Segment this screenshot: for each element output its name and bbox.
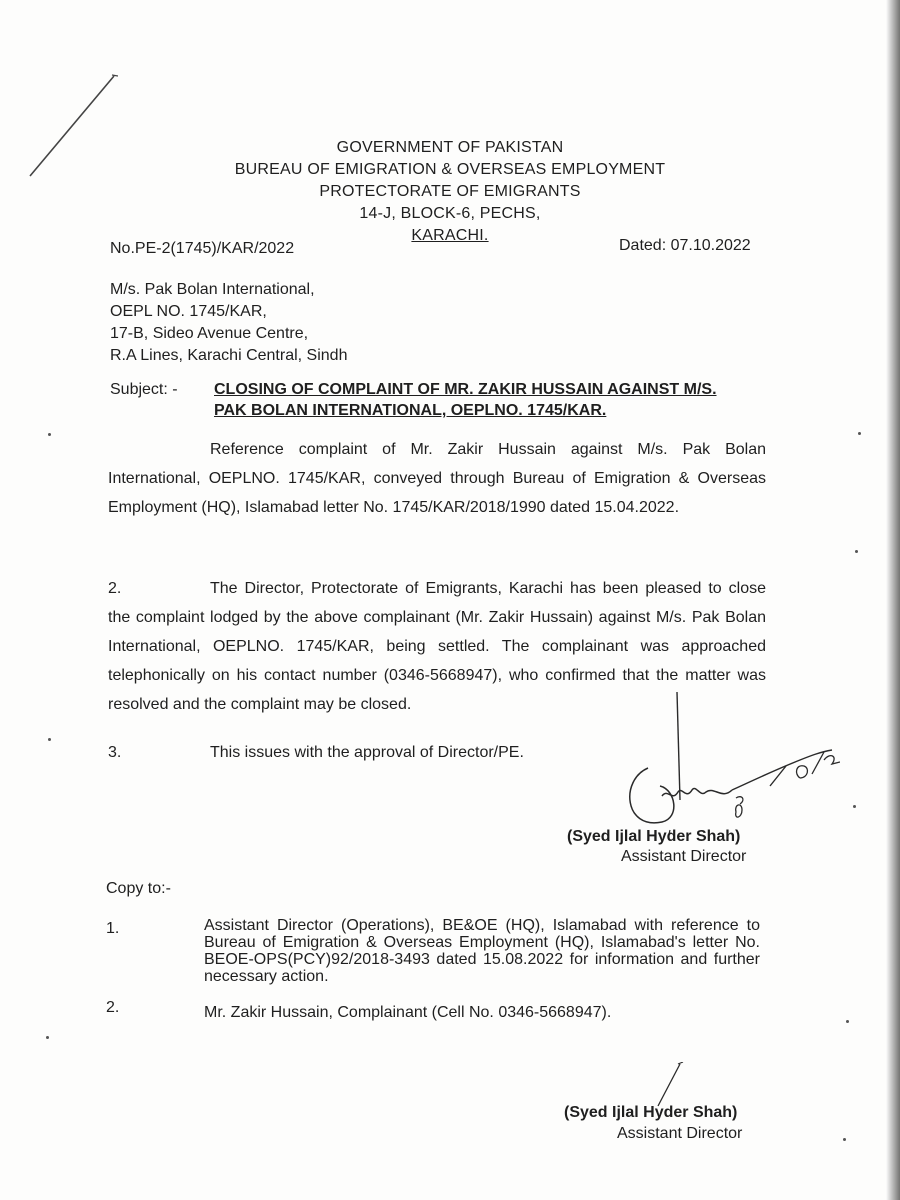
- scan-speck: [46, 1036, 49, 1039]
- subject-label: Subject: -: [110, 381, 178, 398]
- paragraph-1: [108, 435, 766, 522]
- scan-speck: [858, 432, 861, 435]
- copy-to-label: Copy to:-: [106, 880, 171, 897]
- scan-speck: [843, 1138, 846, 1141]
- letterhead: [0, 137, 900, 247]
- paragraph-3-text: This issues with the approval of Director/PE.: [210, 744, 524, 761]
- recipient-license: OEPL NO. 1745/KAR,: [110, 303, 267, 320]
- paragraph-2-number: 2.: [108, 580, 122, 597]
- signatory-1-name: (Syed Ijlal Hyder Shah): [567, 828, 741, 845]
- letterhead-protectorate: PROTECTORATE OF EMIGRANTS: [319, 183, 581, 200]
- paragraph-1-text: Reference complaint of Mr. Zakir Hussain against M/s. Pak Bolan International, OEPLNO. 1745/KAR, conveyed through Bureau of Emigration & Overseas Employment (HQ), Islamabad letter No. 1745/KAR/2018/1990 dated 15.04.2022.: [108, 441, 766, 516]
- recipient-address: [110, 279, 347, 367]
- letterhead-city: KARACHI.: [411, 227, 489, 244]
- scan-speck: [853, 805, 856, 808]
- letterhead-bureau: BUREAU OF EMIGRATION & OVERSEAS EMPLOYMENT: [234, 161, 666, 178]
- copy-item-1-number: 1.: [106, 920, 120, 937]
- letterhead-government: GOVERNMENT OF PAKISTAN: [336, 139, 564, 156]
- scan-speck: [855, 550, 858, 553]
- signatory-2-designation: Assistant Director: [617, 1125, 743, 1142]
- copy-item-2-number: 2.: [106, 999, 120, 1016]
- copy-item-1-text: Assistant Director (Operations), BE&OE (HQ), Islamabad with reference to Bureau of Emigration & Overseas Employment (HQ), Islamabad's letter No. BEOE-OPS(PCY)92/2018-3493 dated 15.08.2022 for information and further necessary action.: [204, 917, 760, 985]
- handwritten-signature: [610, 690, 840, 840]
- signatory-1-designation: Assistant Director: [621, 848, 747, 865]
- letterhead-address: 14-J, BLOCK-6, PECHS,: [359, 205, 541, 222]
- recipient-street: 17-B, Sideo Avenue Centre,: [110, 325, 309, 342]
- recipient-city: R.A Lines, Karachi Central, Sindh: [110, 347, 348, 364]
- scan-speck: [48, 738, 51, 741]
- recipient-name: M/s. Pak Bolan International,: [110, 281, 315, 298]
- letter-date: Dated: 07.10.2022: [619, 237, 751, 254]
- reference-number: No.PE-2(1745)/KAR/2022: [110, 240, 295, 257]
- subject-line-2: PAK BOLAN INTERNATIONAL, OEPLNO. 1745/KAR.: [214, 402, 607, 419]
- paragraph-3-number: 3.: [108, 744, 122, 761]
- subject-line-1: CLOSING OF COMPLAINT OF MR. ZAKIR HUSSAIN AGAINST M/S.: [214, 381, 717, 398]
- scan-speck: [846, 1020, 849, 1023]
- scan-speck: [48, 433, 51, 436]
- copy-item-2-text: Mr. Zakir Hussain, Complainant (Cell No. 0346-5668947).: [204, 1004, 612, 1021]
- signatory-2-name: (Syed Ijlal Hyder Shah): [564, 1104, 738, 1121]
- paragraph-2-text: The Director, Protectorate of Emigrants, Karachi has been pleased to close the complaint lodged by the above complainant (Mr. Zakir Hussain) against M/s. Pak Bolan International, OEPLNO. 1745/KAR, being settled. The complainant was approached telephonically on his contact number (0346-5668947), who confirmed that the matter was resolved and the complaint may be closed.: [108, 580, 766, 713]
- subject-title: [214, 379, 717, 421]
